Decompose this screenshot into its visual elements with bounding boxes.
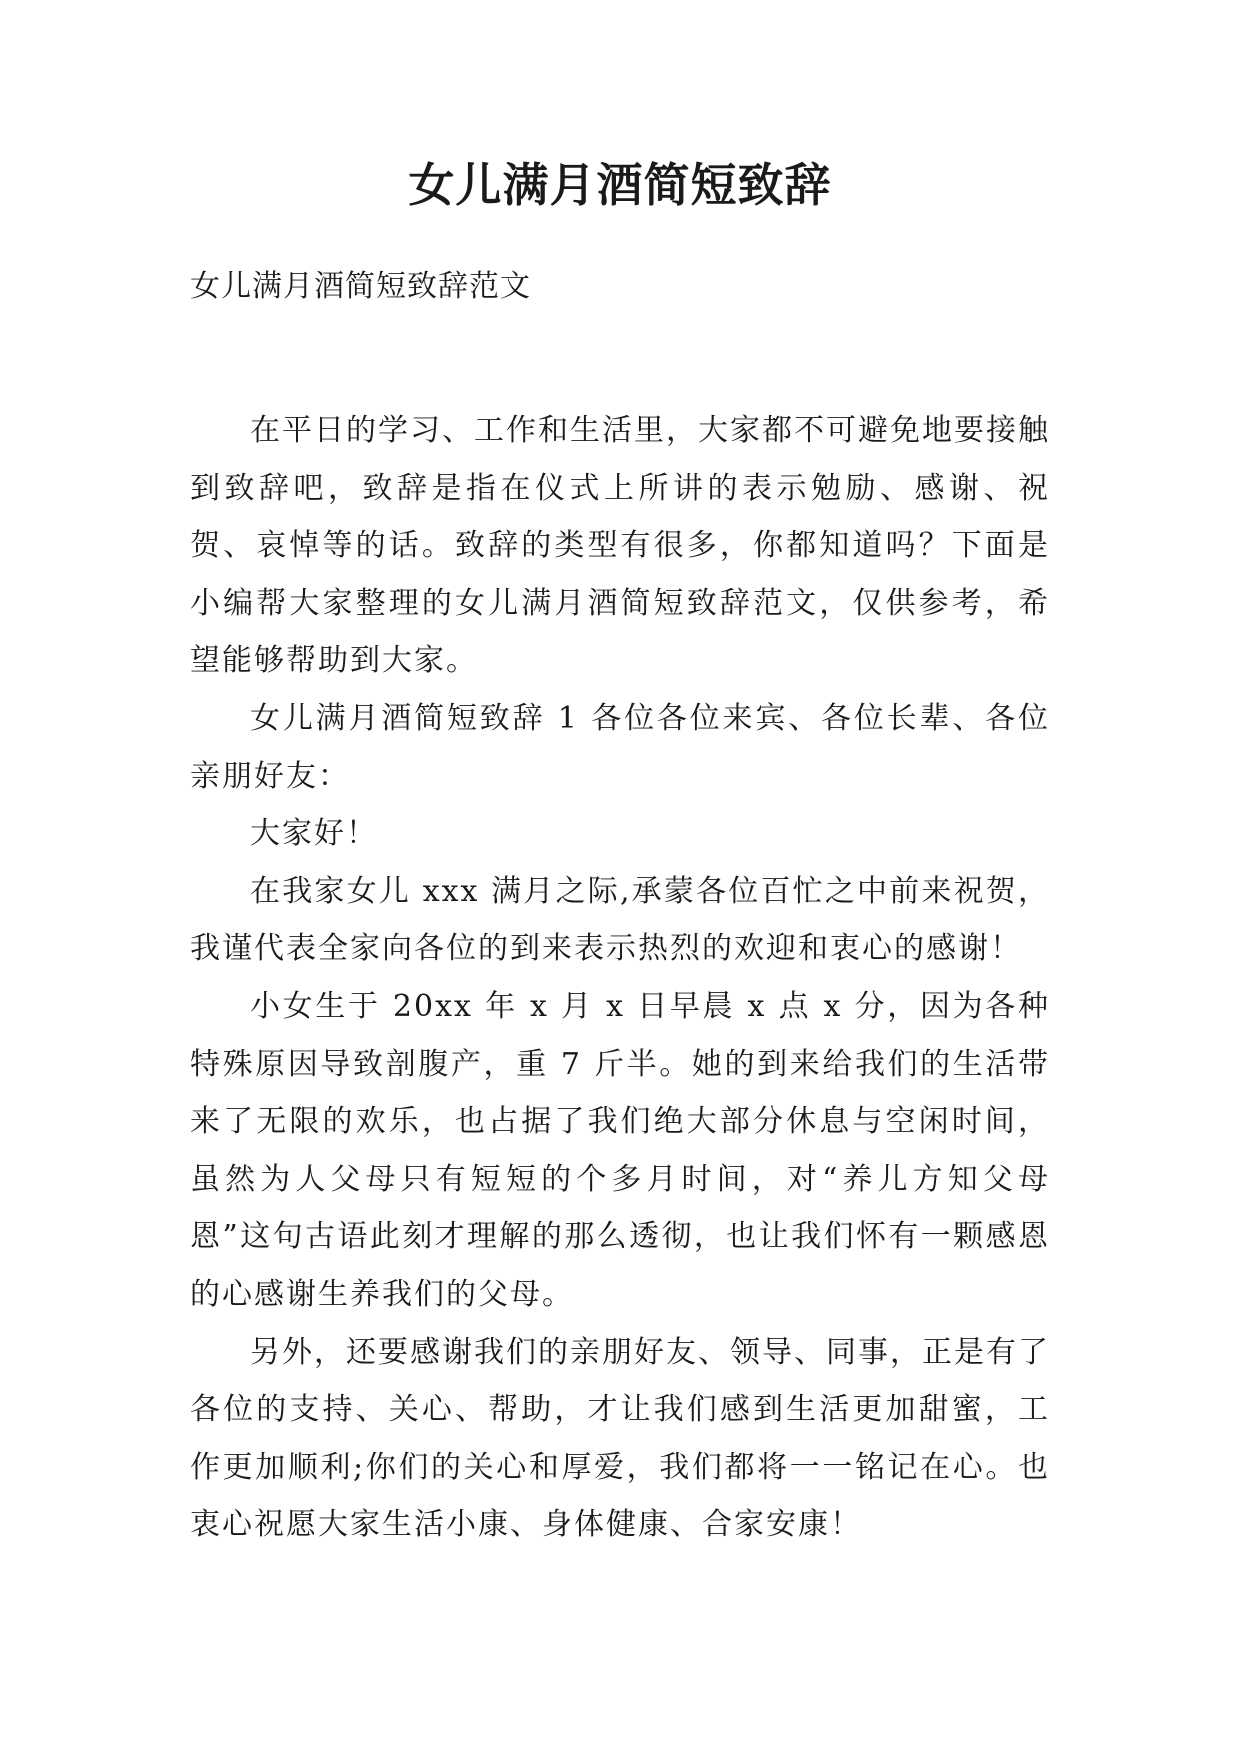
- paragraph: 女儿满月酒简短致辞 1 各位各位来宾、各位长辈、各位亲朋好友：: [190, 700, 1050, 794]
- paragraph: 大家好！: [250, 816, 378, 852]
- document-body: [190, 402, 1050, 1554]
- paragraph: 在平日的学习、工作和生活里，大家都不可避免地要接触到致辞吧，致辞是指在仪式上所讲的表示勉励、感谢、祝贺、哀悼等的话。致辞的类型有很多，你都知道吗？下面是小编帮大家整理的女儿满月酒简短致辞范文，仅供参考，希望能够帮助到大家。: [190, 413, 1050, 679]
- document-subtitle: 女儿满月酒简短致辞范文: [190, 269, 531, 304]
- paragraph: 另外，还要感谢我们的亲朋好友、领导、同事，正是有了各位的支持、关心、帮助，才让我们感到生活更加甜蜜，工作更加顺利;你们的关心和厚爱，我们都将一一铭记在心。也衷心祝愿大家生活小康、身体健康、合家安康！: [190, 1334, 1050, 1543]
- paragraph: 小女生于 20xx 年 x 月 x 日早晨 x 点 x 分，因为各种特殊原因导致剖腹产，重 7 斤半。她的到来给我们的生活带来了无限的欢乐，也占据了我们绝大部分休息与空闲时间，虽然为人父母只有短短的个多月时间，对“养儿方知父母恩”这句古语此刻才理解的那么透彻，也让我们怀有一颗感恩的心感谢生养我们的父母。: [190, 988, 1050, 1312]
- paragraph: 在我家女儿 xxx 满月之际,承蒙各位百忙之中前来祝贺，我谨代表全家向各位的到来表示热烈的欢迎和衷心的感谢！: [190, 873, 1050, 967]
- document-title: 女儿满月酒简短致辞: [408, 158, 832, 212]
